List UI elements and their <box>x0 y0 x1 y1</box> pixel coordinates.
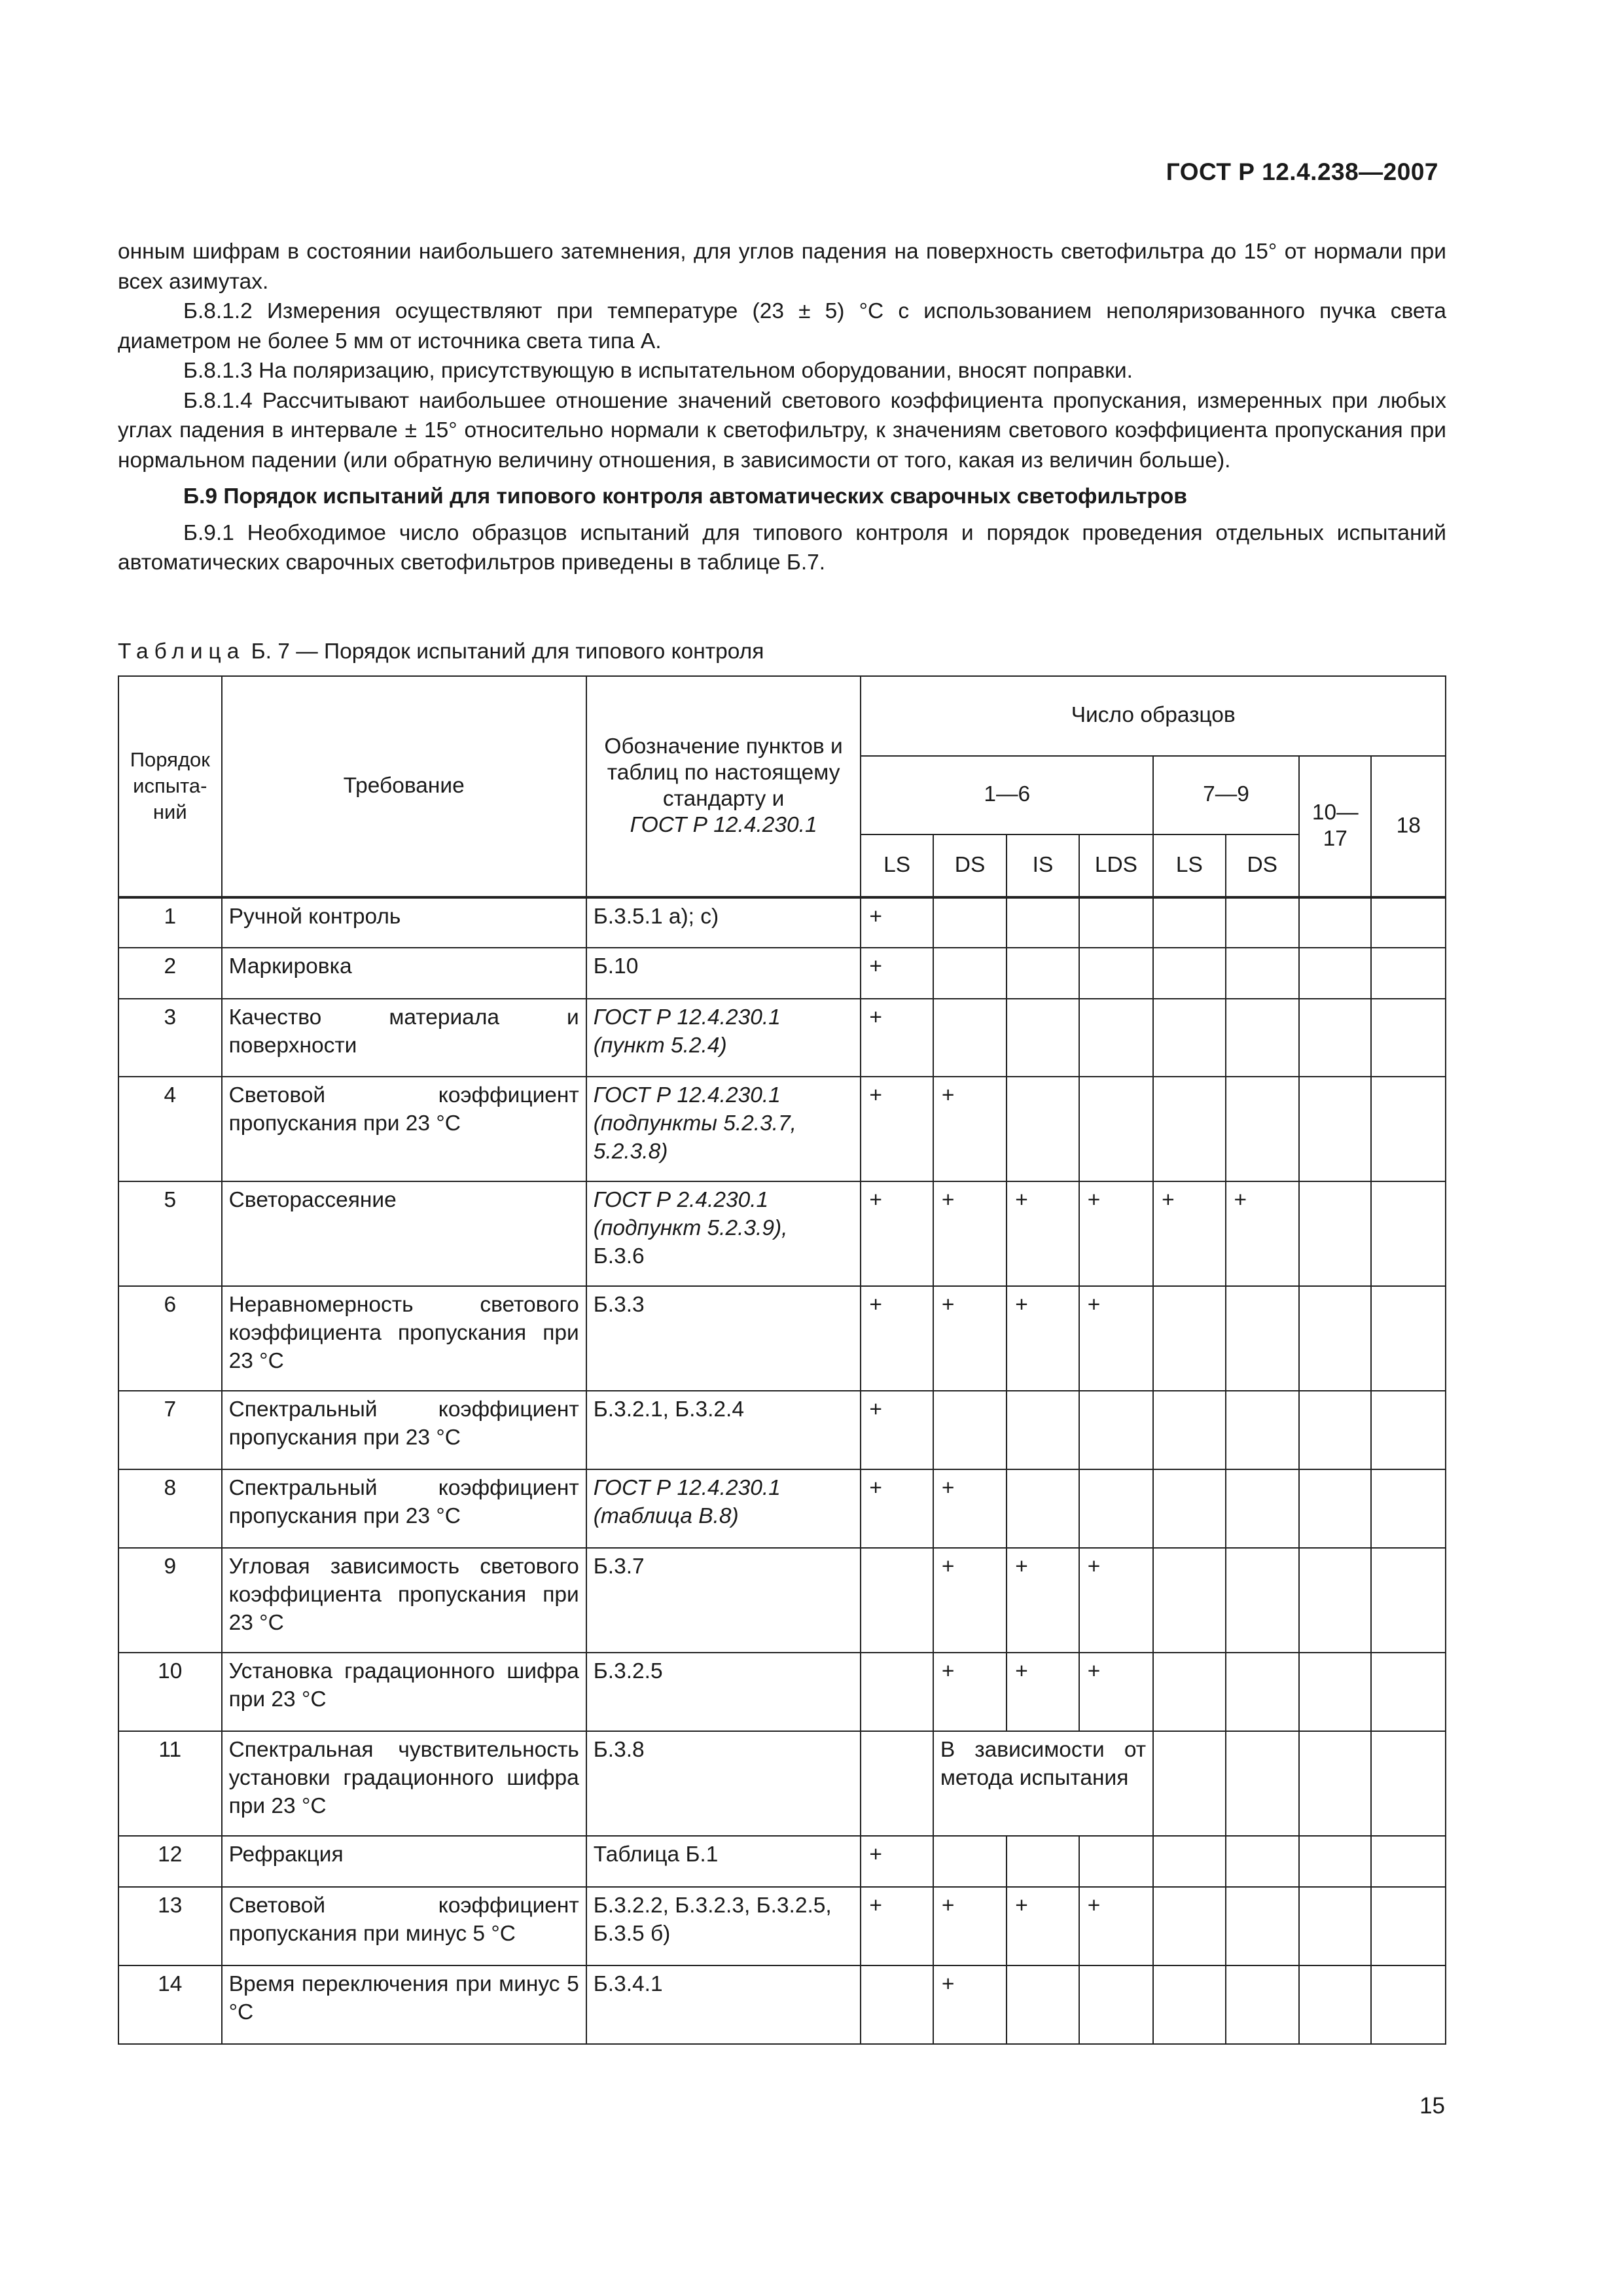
cell-1-6-ds: + <box>933 1653 1007 1731</box>
cell-18 <box>1371 1965 1446 2044</box>
row-number: 13 <box>118 1887 222 1965</box>
cell-1-6-is <box>1007 1965 1079 2044</box>
cell-1-6-is: + <box>1007 1181 1079 1286</box>
cell-merged-method-note: В зависимости от метода испытания <box>933 1731 1153 1836</box>
cell-1-6-ls: + <box>861 1469 933 1548</box>
cell-1-6-lds <box>1079 897 1153 948</box>
cell-1-6-is: + <box>1007 1653 1079 1731</box>
cell-1-6-ls: + <box>861 1391 933 1469</box>
cell-7-9-ds <box>1226 1391 1299 1469</box>
row-reference: Б.3.4.1 <box>586 1965 861 2044</box>
header-sub-is: IS <box>1007 834 1079 897</box>
row-requirement: Качество материала и поверхности <box>222 999 586 1077</box>
table-row <box>118 1965 1446 2044</box>
cell-1-6-ds: + <box>933 1181 1007 1286</box>
table-row <box>118 1836 1446 1887</box>
paragraph: Б.9.1 Необходимое число образцов испытаний для типового контроля и порядок проведения отдельных испытаний автоматических сварочных светофильтров приведены в таблице Б.7. <box>118 520 1446 575</box>
cell-10-17 <box>1299 1965 1371 2044</box>
cell-1-6-ls: + <box>861 1181 933 1286</box>
row-number: 11 <box>118 1731 222 1836</box>
row-number: 2 <box>118 948 222 999</box>
cell-1-6-lds <box>1079 1469 1153 1548</box>
row-reference: Б.3.2.2, Б.3.2.3, Б.3.2.5, Б.3.5 б) <box>586 1887 861 1965</box>
cell-1-6-ls <box>861 1548 933 1653</box>
row-number: 4 <box>118 1077 222 1181</box>
row-requirement: Маркировка <box>222 948 586 999</box>
paragraph: Б.8.1.4 Рассчитывают наибольшее отношение значений светового коэффициента пропускания, измеренных при любых углах падения в интервале ± 15° относительно нормали к светофильтру, к значениям светового коэффициента пропускания при нормальном падении (или обратную величину отношения, в зависимости от того, какая из величин больше). <box>118 388 1446 473</box>
cell-1-6-lds <box>1079 1391 1153 1469</box>
cell-1-6-lds: + <box>1079 1286 1153 1391</box>
cell-7-9-ds: + <box>1226 1181 1299 1286</box>
cell-1-6-is <box>1007 1836 1079 1887</box>
cell-7-9-ls <box>1153 1965 1225 2044</box>
table-row <box>118 897 1446 948</box>
cell-18 <box>1371 1286 1446 1391</box>
row-number: 7 <box>118 1391 222 1469</box>
header-sub-ds: DS <box>1226 834 1299 897</box>
cell-7-9-ds <box>1226 1548 1299 1653</box>
cell-18 <box>1371 1548 1446 1653</box>
row-requirement: Светорассеяние <box>222 1181 586 1286</box>
cell-7-9-ds <box>1226 897 1299 948</box>
cell-1-6-ls: + <box>861 1887 933 1965</box>
table-row <box>118 1077 1446 1181</box>
cell-1-6-ls: + <box>861 1286 933 1391</box>
cell-18 <box>1371 1077 1446 1181</box>
row-reference: Б.3.2.1, Б.3.2.4 <box>586 1391 861 1469</box>
table-row <box>118 948 1446 999</box>
body-text <box>118 237 1446 578</box>
header-sub-ls: LS <box>861 834 933 897</box>
cell-10-17 <box>1299 948 1371 999</box>
table-row <box>118 999 1446 1077</box>
cell-10-17 <box>1299 1548 1371 1653</box>
cell-7-9-ds <box>1226 1286 1299 1391</box>
cell-18 <box>1371 948 1446 999</box>
row-reference: Б.3.2.5 <box>586 1653 861 1731</box>
row-requirement: Установка градационного шифра при 23 °С <box>222 1653 586 1731</box>
cell-10-17 <box>1299 1286 1371 1391</box>
header-order: Порядок испыта-ний <box>118 676 222 897</box>
cell-1-6-ls: + <box>861 1836 933 1887</box>
cell-18 <box>1371 1469 1446 1548</box>
cell-1-6-is <box>1007 1077 1079 1181</box>
row-requirement: Световой коэффициент пропускания при минус 5 °С <box>222 1887 586 1965</box>
header-samples: Число образцов <box>861 676 1446 756</box>
cell-18 <box>1371 999 1446 1077</box>
cell-7-9-ds <box>1226 1887 1299 1965</box>
row-reference: Таблица Б.1 <box>586 1836 861 1887</box>
header-requirement: Требование <box>222 676 586 897</box>
header-group-7-9: 7—9 <box>1153 756 1299 834</box>
cell-7-9-ds <box>1226 1469 1299 1548</box>
cell-7-9-ls <box>1153 1077 1225 1181</box>
row-number: 8 <box>118 1469 222 1548</box>
cell-7-9-ds <box>1226 1836 1299 1887</box>
header-sub-ls: LS <box>1153 834 1225 897</box>
cell-7-9-ds <box>1226 1965 1299 2044</box>
cell-1-6-ds: + <box>933 1469 1007 1548</box>
cell-1-6-ds: + <box>933 1887 1007 1965</box>
cell-7-9-ds <box>1226 1731 1299 1836</box>
cell-1-6-is: + <box>1007 1887 1079 1965</box>
cell-1-6-lds <box>1079 999 1153 1077</box>
cell-7-9-ls <box>1153 1653 1225 1731</box>
row-reference-clause: Б.3.6 <box>593 1244 645 1268</box>
table-row <box>118 1653 1446 1731</box>
cell-1-6-ls: + <box>861 999 933 1077</box>
cell-7-9-ls <box>1153 1887 1225 1965</box>
cell-7-9-ls <box>1153 897 1225 948</box>
cell-1-6-ls: + <box>861 897 933 948</box>
cell-1-6-is: + <box>1007 1286 1079 1391</box>
cell-7-9-ls: + <box>1153 1181 1225 1286</box>
cell-18 <box>1371 897 1446 948</box>
row-number: 14 <box>118 1965 222 2044</box>
cell-10-17 <box>1299 1181 1371 1286</box>
header-designation-standard: ГОСТ Р 12.4.230.1 <box>630 812 817 837</box>
cell-1-6-is <box>1007 1391 1079 1469</box>
table-row <box>118 1887 1446 1965</box>
cell-7-9-ds <box>1226 1077 1299 1181</box>
cell-1-6-is <box>1007 897 1079 948</box>
row-reference: ГОСТ Р 12.4.230.1 (подпункты 5.2.3.7, 5.2.3.8) <box>586 1077 861 1181</box>
row-number: 3 <box>118 999 222 1077</box>
row-reference <box>586 1181 861 1286</box>
cell-1-6-lds: + <box>1079 1548 1153 1653</box>
header-designation-text: Обозначение пунктов и таблиц по настоящему стандарту и <box>604 734 843 811</box>
document-standard-number: ГОСТ Р 12.4.238—2007 <box>1166 158 1438 185</box>
header-designation <box>586 676 861 897</box>
cell-1-6-ls <box>861 1731 933 1836</box>
cell-18 <box>1371 1391 1446 1469</box>
table-row <box>118 1181 1446 1286</box>
cell-1-6-ds <box>933 1391 1007 1469</box>
header-sub-lds: LDS <box>1079 834 1153 897</box>
cell-1-6-ls: + <box>861 1077 933 1181</box>
row-requirement: Неравномерность светового коэффициента пропускания при 23 °С <box>222 1286 586 1391</box>
table-row <box>118 1548 1446 1653</box>
cell-18 <box>1371 1653 1446 1731</box>
row-reference: ГОСТ Р 12.4.230.1 (таблица В.8) <box>586 1469 861 1548</box>
row-requirement: Угловая зависимость светового коэффициента пропускания при 23 °С <box>222 1548 586 1653</box>
cell-1-6-ds: + <box>933 1548 1007 1653</box>
row-requirement: Время переключения при минус 5 °С <box>222 1965 586 2044</box>
table-caption <box>118 639 764 664</box>
row-requirement: Ручной контроль <box>222 897 586 948</box>
row-number: 9 <box>118 1548 222 1653</box>
cell-10-17 <box>1299 897 1371 948</box>
cell-7-9-ds <box>1226 948 1299 999</box>
cell-1-6-ds: + <box>933 1286 1007 1391</box>
cell-1-6-lds: + <box>1079 1653 1153 1731</box>
row-reference: Б.3.8 <box>586 1731 861 1836</box>
row-number: 6 <box>118 1286 222 1391</box>
row-reference: Б.10 <box>586 948 861 999</box>
cell-7-9-ds <box>1226 999 1299 1077</box>
cell-7-9-ls <box>1153 1391 1225 1469</box>
table-caption-label: Таблица <box>118 639 245 664</box>
cell-1-6-lds: + <box>1079 1887 1153 1965</box>
row-reference: Б.3.7 <box>586 1548 861 1653</box>
page-number: 15 <box>1419 2093 1445 2119</box>
row-number: 1 <box>118 897 222 948</box>
cell-1-6-is <box>1007 999 1079 1077</box>
table-caption-text: Б. 7 — Порядок испытаний для типового контроля <box>251 639 764 664</box>
cell-1-6-is: + <box>1007 1548 1079 1653</box>
cell-1-6-lds: + <box>1079 1181 1153 1286</box>
cell-7-9-ls <box>1153 948 1225 999</box>
paragraph: онным шифрам в состоянии наибольшего затемнения, для углов падения на поверхность светофильтра до 15° от нормали при всех азимутах. <box>118 240 1446 294</box>
cell-18 <box>1371 1181 1446 1286</box>
cell-1-6-ds: + <box>933 1077 1007 1181</box>
row-reference: ГОСТ Р 12.4.230.1 (пункт 5.2.4) <box>586 999 861 1077</box>
cell-1-6-ds <box>933 897 1007 948</box>
row-requirement: Световой коэффициент пропускания при 23 °С <box>222 1077 586 1181</box>
cell-7-9-ls <box>1153 999 1225 1077</box>
paragraph: Б.8.1.2 Измерения осуществляют при температуре (23 ± 5) °С с использованием неполяризованного пучка света диаметром не более 5 мм от источника света типа А. <box>118 299 1446 353</box>
cell-10-17 <box>1299 1077 1371 1181</box>
table-row <box>118 1731 1446 1836</box>
cell-18 <box>1371 1836 1446 1887</box>
header-group-18: 18 <box>1371 756 1446 897</box>
test-order-table <box>118 675 1446 2045</box>
cell-1-6-is <box>1007 1469 1079 1548</box>
cell-1-6-ds <box>933 1836 1007 1887</box>
cell-10-17 <box>1299 999 1371 1077</box>
header-sub-ds: DS <box>933 834 1007 897</box>
cell-7-9-ls <box>1153 1836 1225 1887</box>
section-heading: Б.9 Порядок испытаний для типового контроля автоматических сварочных светофильтров <box>183 484 1187 509</box>
cell-1-6-lds <box>1079 1077 1153 1181</box>
row-number: 5 <box>118 1181 222 1286</box>
cell-1-6-ds <box>933 948 1007 999</box>
row-reference-standard: ГОСТ Р 2.4.230.1 (подпункт 5.2.3.9), <box>593 1188 788 1240</box>
cell-1-6-ds <box>933 999 1007 1077</box>
row-requirement: Рефракция <box>222 1836 586 1887</box>
cell-7-9-ls <box>1153 1548 1225 1653</box>
cell-7-9-ds <box>1226 1653 1299 1731</box>
cell-7-9-ls <box>1153 1286 1225 1391</box>
row-number: 10 <box>118 1653 222 1731</box>
cell-10-17 <box>1299 1391 1371 1469</box>
cell-7-9-ls <box>1153 1731 1225 1836</box>
cell-1-6-lds <box>1079 948 1153 999</box>
table-row <box>118 1286 1446 1391</box>
row-requirement: Спектральная чувствительность установки градационного шифра при 23 °С <box>222 1731 586 1836</box>
row-reference: Б.3.5.1 а); с) <box>586 897 861 948</box>
cell-1-6-lds <box>1079 1965 1153 2044</box>
paragraph: Б.8.1.3 На поляризацию, присутствующую в испытательном оборудовании, вносят поправки. <box>183 359 1133 383</box>
cell-10-17 <box>1299 1836 1371 1887</box>
row-requirement: Спектральный коэффициент пропускания при 23 °С <box>222 1391 586 1469</box>
cell-10-17 <box>1299 1887 1371 1965</box>
cell-10-17 <box>1299 1653 1371 1731</box>
cell-1-6-lds <box>1079 1836 1153 1887</box>
header-group-10-17: 10—17 <box>1299 756 1371 897</box>
cell-1-6-ls: + <box>861 948 933 999</box>
row-requirement: Спектральный коэффициент пропускания при 23 °С <box>222 1469 586 1548</box>
row-number: 12 <box>118 1836 222 1887</box>
cell-1-6-ds: + <box>933 1965 1007 2044</box>
cell-7-9-ls <box>1153 1469 1225 1548</box>
cell-1-6-ls <box>861 1965 933 2044</box>
cell-10-17 <box>1299 1731 1371 1836</box>
cell-1-6-ls <box>861 1653 933 1731</box>
table-row <box>118 1469 1446 1548</box>
cell-18 <box>1371 1731 1446 1836</box>
cell-1-6-is <box>1007 948 1079 999</box>
cell-18 <box>1371 1887 1446 1965</box>
table-row <box>118 1391 1446 1469</box>
cell-10-17 <box>1299 1469 1371 1548</box>
header-group-1-6: 1—6 <box>861 756 1153 834</box>
row-reference: Б.3.3 <box>586 1286 861 1391</box>
